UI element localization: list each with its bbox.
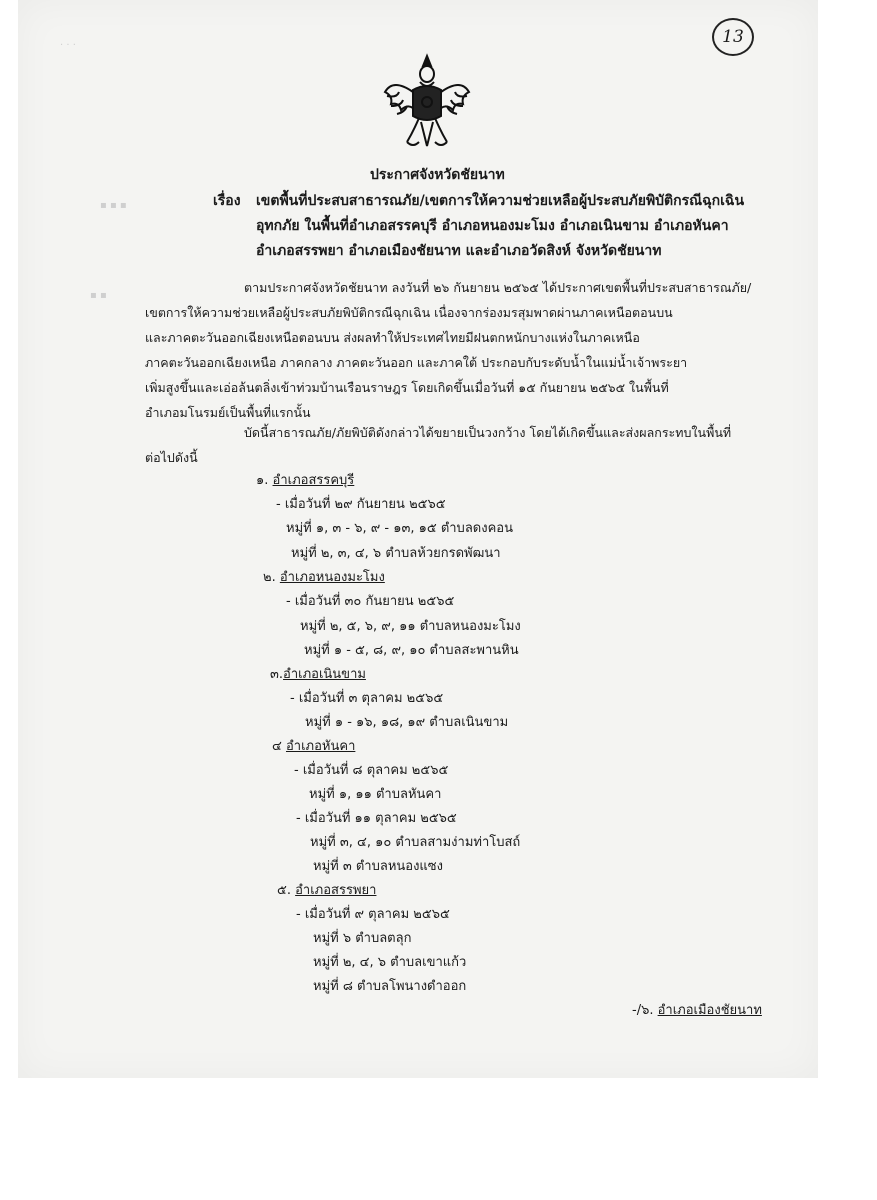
incident-date: - เมื่อวันที่ ๙ ตุลาคม ๒๕๖๕ (296, 907, 450, 922)
village-line: หมู่ที่ ๑, ๓ - ๖, ๙ - ๑๓, ๑๕ ตำบลดงคอน (286, 521, 513, 536)
bleed-through-mark: ▪ ▪ (90, 290, 107, 301)
subject-line: เขตพื้นที่ประสบสาธารณภัย/เขตการให้ความช่วยเหลือผู้ประสบภัยพิบัติกรณีฉุกเฉิน (256, 193, 745, 209)
subject-line: อุทกภัย ในพื้นที่อำเภอสรรคบุรี อำเภอหนองมะโมง อำเภอเนินขาม อำเภอหันคา (256, 218, 729, 234)
incident-date: - เมื่อวันที่ ๘ ตุลาคม ๒๕๖๕ (294, 763, 449, 778)
garuda-emblem (383, 52, 471, 150)
incident-date: - เมื่อวันที่ ๑๑ ตุลาคม ๒๕๖๕ (296, 811, 457, 826)
district-heading: ๓.อำเภอเนินขาม (270, 667, 366, 682)
paragraph-line: เขตการให้ความช่วยเหลือผู้ประสบภัยพิบัติกรณีฉุกเฉิน เนื่องจากร่องมรสุมพาดผ่านภาคเหนือตอนบน (145, 305, 673, 320)
district-heading: ๒. อำเภอหนองมะโมง (263, 570, 385, 585)
village-line: หมู่ที่ ๒, ๕, ๖, ๙, ๑๑ ตำบลหนองมะโมง (300, 619, 521, 634)
page-number: 13 (712, 18, 754, 56)
village-line: หมู่ที่ ๑, ๑๑ ตำบลหันคา (309, 787, 442, 802)
bleed-through-mark: ▪ ▪ ▪ (100, 200, 127, 211)
paragraph-line: และภาคตะวันออกเฉียงเหนือตอนบน ส่งผลทำให้ประเทศไทยมีฝนตกหนักบางแห่งในภาคเหนือ (145, 330, 640, 345)
paragraph-line: ภาคตะวันออกเฉียงเหนือ ภาคกลาง ภาคตะวันออก และภาคใต้ ประกอบกับระดับน้ำในแม่น้ำเจ้าพระยา (145, 355, 688, 370)
subject-line: อำเภอสรรพยา อำเภอเมืองชัยนาท และอำเภอวัดสิงห์ จังหวัดชัยนาท (256, 243, 662, 259)
paragraph-line: บัดนี้สาธารณภัย/ภัยพิบัติดังกล่าวได้ขยายเป็นวงกว้าง โดยได้เกิดขึ้นและส่งผลกระทบในพื้นที่ (244, 425, 732, 440)
village-line: หมู่ที่ ๓, ๔, ๑๐ ตำบลสามง่ามท่าโบสถ์ (310, 835, 521, 850)
district-heading: ๕. อำเภอสรรพยา (277, 883, 377, 898)
paragraph-line: ตามประกาศจังหวัดชัยนาท ลงวันที่ ๒๖ กันยายน ๒๕๖๕ ได้ประกาศเขตพื้นที่ประสบสาธารณภัย/ (244, 280, 752, 295)
incident-date: - เมื่อวันที่ ๒๙ กันยายน ๒๕๖๕ (276, 497, 446, 512)
village-line: หมู่ที่ ๖ ตำบลตลุก (313, 931, 412, 946)
paragraph-line: เพิ่มสูงขึ้นและเอ่อล้นตลิ่งเข้าท่วมบ้านเรือนราษฎร โดยเกิดขึ้นเมื่อวันที่ ๑๕ กันยายน ๒๕๖๕ ในพื้นที่ (145, 380, 669, 395)
paragraph-line: อำเภอมโนรมย์เป็นพื้นที่แรกนั้น (145, 405, 311, 420)
paragraph-line: ต่อไปดังนี้ (145, 450, 198, 465)
subject-label: เรื่อง (213, 193, 241, 209)
village-line: หมู่ที่ ๑ - ๑๖, ๑๘, ๑๙ ตำบลเนินขาม (305, 715, 509, 730)
document-title: ประกาศจังหวัดชัยนาท (370, 167, 505, 183)
district-heading: ๑. อำเภอสรรคบุรี (256, 473, 355, 488)
village-line: หมู่ที่ ๓ ตำบลหนองแซง (313, 859, 443, 874)
continuation-marker: -/๖. อำเภอเมืองชัยนาท (632, 1003, 762, 1018)
district-heading: ๔ อำเภอหันคา (272, 739, 356, 754)
incident-date: - เมื่อวันที่ ๓ ตุลาคม ๒๕๖๕ (290, 691, 444, 706)
village-line: หมู่ที่ ๘ ตำบลโพนางดำออก (313, 979, 467, 994)
village-line: หมู่ที่ ๒, ๓, ๔, ๖ ตำบลห้วยกรดพัฒนา (291, 546, 501, 561)
incident-date: - เมื่อวันที่ ๓๐ กันยายน ๒๕๖๕ (286, 594, 455, 609)
bleed-through-mark: · · · (60, 40, 76, 51)
village-line: หมู่ที่ ๑ - ๕, ๘, ๙, ๑๐ ตำบลสะพานหิน (304, 643, 519, 658)
village-line: หมู่ที่ ๒, ๔, ๖ ตำบลเขาแก้ว (313, 955, 467, 970)
